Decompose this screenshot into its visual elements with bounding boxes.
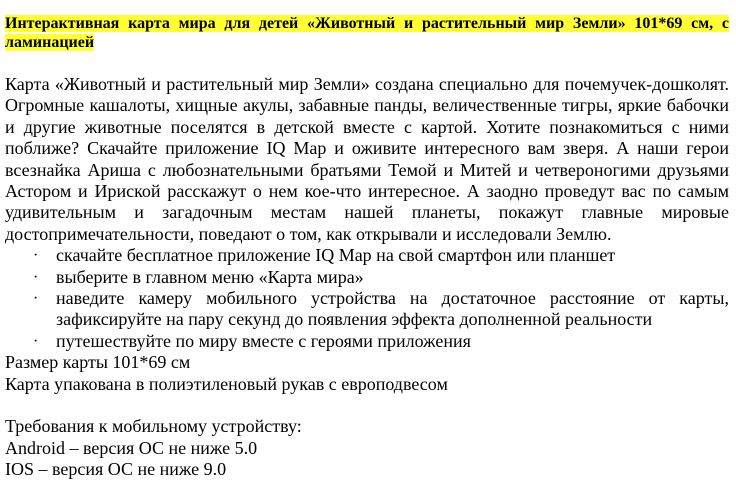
list-item bbox=[5, 245, 729, 266]
bullet-icon: · bbox=[33, 247, 39, 265]
list-item-text: скачайте бесплатное приложение IQ Map на свой смартфон или планшет bbox=[56, 245, 616, 266]
requirement-android: Android – версия ОС не ниже 5.0 bbox=[5, 437, 258, 458]
product-title bbox=[5, 14, 729, 52]
list-item-text: путешествуйте по миру вместе с героями приложения bbox=[56, 330, 471, 351]
product-description bbox=[5, 14, 729, 481]
steps-list bbox=[5, 245, 729, 352]
list-item bbox=[5, 267, 729, 288]
product-title-text: Интерактивная карта мира для детей «Животный и растительный мир Земли» 101*69 см, с ламинацией bbox=[5, 15, 729, 51]
list-item bbox=[5, 288, 729, 331]
list-item bbox=[5, 331, 729, 352]
requirements-heading: Требования к мобильному устройству: bbox=[5, 416, 302, 437]
requirement-ios: IOS – версия ОС не ниже 9.0 bbox=[5, 459, 227, 480]
bullet-icon: · bbox=[33, 290, 39, 308]
list-item-text: наведите камеру мобильного устройства на достаточное расстояние от карты, зафиксируйте на пару секунд до появления эффекта дополненной реальности bbox=[56, 288, 729, 330]
spacer bbox=[5, 52, 729, 74]
blank-line bbox=[5, 395, 729, 416]
description-paragraph: Карта «Животный и растительный мир Земли» создана специально для почемучек-дошколят. Огромные кашалоты, хищные акулы, забавные панды, величественные тигры, яркие бабочки и другие животные поселятся в детской вместе с картой. Хотите познакомиться с ними поближе? Скачайте приложение IQ Map и оживите интересного вам зверя. А наши герои всезнайка Ариша с любознательными братьями Темой и Митей и четвероногими друзьями Астором и Ириской расскажут о нем кое-что интересное. А заодно проведут вас по самым удивительным и загадочным местам нашей планеты, покажут главные мировые достопримечательности, поведают о том, как открывали и исследовали Землю. bbox=[5, 74, 729, 244]
bullet-icon: · bbox=[33, 268, 39, 286]
package-line: Карта упакована в полиэтиленовый рукав с европодвесом bbox=[5, 373, 448, 394]
bullet-icon: · bbox=[33, 332, 39, 350]
list-item-text: выберите в главном меню «Карта мира» bbox=[56, 266, 364, 287]
size-line: Размер карты 101*69 см bbox=[5, 352, 191, 373]
